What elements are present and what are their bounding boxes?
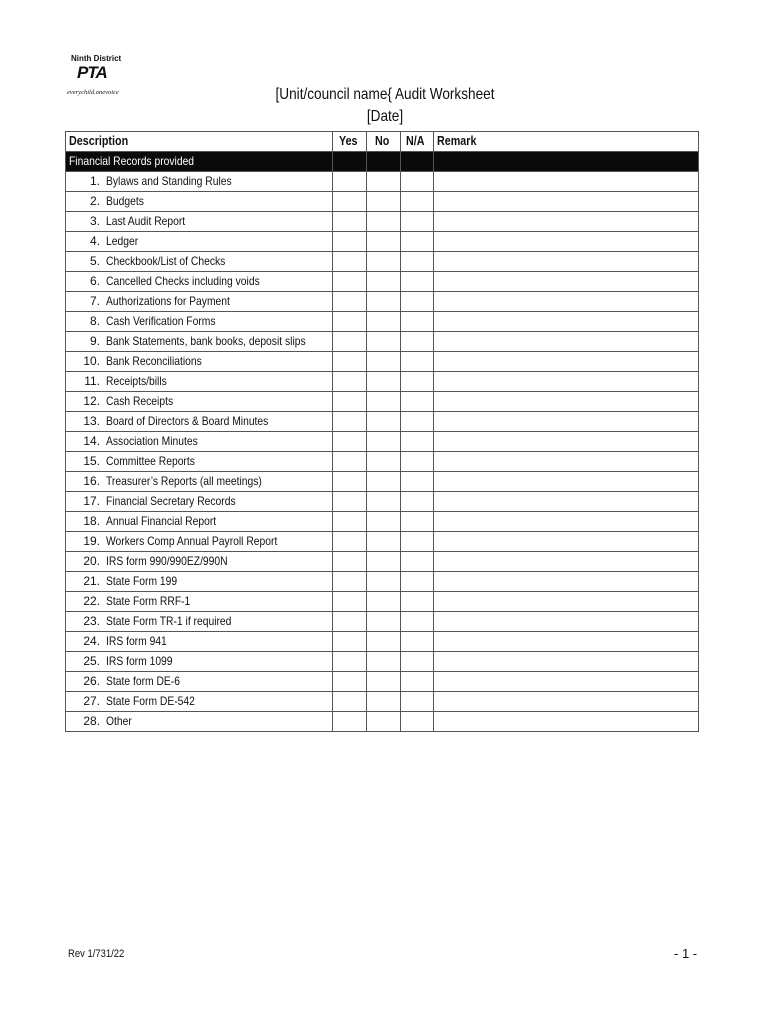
item-number: 17. (83, 494, 100, 508)
no-cell[interactable] (367, 472, 401, 492)
yes-cell[interactable] (333, 492, 367, 512)
na-cell[interactable] (401, 652, 434, 672)
item-number: 25. (83, 654, 100, 668)
na-cell[interactable] (401, 392, 434, 412)
item-description (66, 372, 333, 392)
table-row (66, 532, 699, 552)
item-label: Bank Reconciliations (106, 354, 202, 368)
yes-cell[interactable] (333, 512, 367, 532)
table-row (66, 212, 699, 232)
remark-cell[interactable] (434, 432, 699, 452)
na-cell[interactable] (401, 172, 434, 192)
yes-cell[interactable] (333, 452, 367, 472)
no-cell[interactable] (367, 492, 401, 512)
remark-cell[interactable] (434, 652, 699, 672)
remark-cell[interactable] (434, 372, 699, 392)
na-cell[interactable] (401, 512, 434, 532)
item-number: 15. (83, 454, 100, 468)
no-cell[interactable] (367, 672, 401, 692)
item-description (66, 432, 333, 452)
yes-cell[interactable] (333, 632, 367, 652)
remark-cell[interactable] (434, 412, 699, 432)
na-cell[interactable] (401, 572, 434, 592)
item-description (66, 492, 333, 512)
item-label: Receipts/bills (106, 374, 167, 388)
item-description (66, 672, 333, 692)
remark-cell[interactable] (434, 632, 699, 652)
audit-worksheet-table (65, 131, 699, 732)
remark-cell[interactable] (434, 212, 699, 232)
table-row (66, 472, 699, 492)
yes-cell[interactable] (333, 212, 367, 232)
table-row (66, 312, 699, 332)
logo-pta-mark: PTA (77, 63, 107, 82)
remark-cell[interactable] (434, 592, 699, 612)
table-row (66, 252, 699, 272)
table-row (66, 452, 699, 472)
item-number: 24. (83, 634, 100, 648)
item-label: Cancelled Checks including voids (106, 274, 260, 288)
na-cell[interactable] (401, 552, 434, 572)
item-label: Bylaws and Standing Rules (106, 174, 232, 188)
remark-cell[interactable] (434, 172, 699, 192)
logo-tagline: everychild.onevoice (67, 89, 119, 96)
na-cell[interactable] (401, 452, 434, 472)
no-cell[interactable] (367, 232, 401, 252)
item-description (66, 332, 333, 352)
na-cell[interactable] (401, 532, 434, 552)
item-label: Board of Directors & Board Minutes (106, 414, 269, 428)
yes-cell[interactable] (333, 252, 367, 272)
item-number: 9. (89, 334, 100, 348)
item-label: Financial Secretary Records (106, 494, 236, 508)
yes-cell[interactable] (333, 372, 367, 392)
worksheet-date: [Date] (366, 108, 404, 125)
na-cell[interactable] (401, 352, 434, 372)
item-label: IRS form 990/990EZ/990N (106, 554, 228, 568)
na-cell[interactable] (401, 712, 434, 732)
remark-cell[interactable] (434, 472, 699, 492)
item-number: 11. (84, 374, 100, 388)
item-description (66, 632, 333, 652)
no-cell[interactable] (367, 652, 401, 672)
item-number: 23. (83, 614, 100, 628)
no-cell[interactable] (367, 512, 401, 532)
yes-cell[interactable] (333, 612, 367, 632)
item-label: Annual Financial Report (106, 514, 217, 528)
no-cell[interactable] (367, 312, 401, 332)
table-row (66, 712, 699, 732)
item-description (66, 652, 333, 672)
table-row (66, 692, 699, 712)
yes-cell[interactable] (333, 172, 367, 192)
remark-cell[interactable] (434, 552, 699, 572)
item-label: Checkbook/List of Checks (106, 254, 226, 268)
yes-cell[interactable] (333, 192, 367, 212)
item-number: 3. (89, 214, 100, 228)
header-no: No (367, 132, 401, 152)
yes-cell[interactable] (333, 652, 367, 672)
item-label: State Form DE-542 (106, 694, 195, 708)
item-label: Committee Reports (106, 454, 195, 468)
na-cell[interactable] (401, 192, 434, 212)
item-number: 12. (83, 394, 100, 408)
table-row (66, 512, 699, 532)
item-label: Authorizations for Payment (106, 294, 230, 308)
no-cell[interactable] (367, 352, 401, 372)
item-number: 8. (89, 314, 100, 328)
item-description (66, 412, 333, 432)
item-description (66, 232, 333, 252)
yes-cell[interactable] (333, 532, 367, 552)
na-cell[interactable] (401, 212, 434, 232)
revision-note: Rev 1/731/22 (68, 948, 125, 960)
item-description (66, 392, 333, 412)
section-label: Financial Records provided (66, 152, 333, 172)
section-no-cell (367, 152, 401, 172)
item-number: 2. (89, 194, 100, 208)
yes-cell[interactable] (333, 712, 367, 732)
section-row (66, 152, 699, 172)
na-cell[interactable] (401, 312, 434, 332)
no-cell[interactable] (367, 292, 401, 312)
table-row (66, 272, 699, 292)
yes-cell[interactable] (333, 572, 367, 592)
item-number: 4. (89, 234, 100, 248)
item-label: Treasurer’s Reports (all meetings) (106, 474, 262, 488)
item-description (66, 212, 333, 232)
table-row (66, 392, 699, 412)
table-row (66, 292, 699, 312)
logo-district-text: Ninth District (71, 54, 122, 63)
no-cell[interactable] (367, 252, 401, 272)
item-number: 1. (89, 174, 100, 188)
item-label: State Form RRF-1 (106, 594, 191, 608)
table-row (66, 612, 699, 632)
item-label: Budgets (106, 194, 144, 208)
na-cell[interactable] (401, 492, 434, 512)
item-number: 27. (83, 694, 100, 708)
item-description (66, 692, 333, 712)
yes-cell[interactable] (333, 292, 367, 312)
remark-cell[interactable] (434, 312, 699, 332)
item-label: Ledger (106, 234, 139, 248)
item-description (66, 592, 333, 612)
no-cell[interactable] (367, 592, 401, 612)
table-row (66, 332, 699, 352)
item-label: Cash Verification Forms (106, 314, 216, 328)
table-row (66, 592, 699, 612)
item-description (66, 172, 333, 192)
item-description (66, 292, 333, 312)
remark-cell[interactable] (434, 712, 699, 732)
item-number: 28. (83, 714, 100, 728)
table-row (66, 352, 699, 372)
item-label: State Form TR-1 if required (106, 614, 232, 628)
table-row (66, 492, 699, 512)
worksheet-title: [Unit/council name{ Audit Worksheet (275, 86, 495, 103)
yes-cell[interactable] (333, 472, 367, 492)
item-number: 20. (83, 554, 100, 568)
page-number: - 1 - (674, 946, 698, 961)
na-cell[interactable] (401, 252, 434, 272)
table-row (66, 172, 699, 192)
table-row (66, 652, 699, 672)
item-description (66, 512, 333, 532)
item-number: 16. (83, 474, 100, 488)
item-label: Workers Comp Annual Payroll Report (106, 534, 278, 548)
no-cell[interactable] (367, 552, 401, 572)
item-description (66, 352, 333, 372)
na-cell[interactable] (401, 612, 434, 632)
remark-cell[interactable] (434, 352, 699, 372)
section-remark-cell (434, 152, 699, 172)
yes-cell[interactable] (333, 592, 367, 612)
na-cell[interactable] (401, 472, 434, 492)
no-cell[interactable] (367, 532, 401, 552)
item-label: Bank Statements, bank books, deposit slips (106, 334, 306, 348)
item-description (66, 272, 333, 292)
yes-cell[interactable] (333, 272, 367, 292)
no-cell[interactable] (367, 212, 401, 232)
header-remark: Remark (434, 132, 699, 152)
table-row (66, 552, 699, 572)
item-description (66, 452, 333, 472)
item-label: Cash Receipts (106, 394, 174, 408)
na-cell[interactable] (401, 592, 434, 612)
yes-cell[interactable] (333, 672, 367, 692)
header-row (66, 132, 699, 152)
remark-cell[interactable] (434, 192, 699, 212)
no-cell[interactable] (367, 192, 401, 212)
item-description (66, 552, 333, 572)
header-na: N/A (401, 132, 434, 152)
item-description (66, 472, 333, 492)
table-row (66, 632, 699, 652)
no-cell[interactable] (367, 412, 401, 432)
yes-cell[interactable] (333, 352, 367, 372)
table-row (66, 412, 699, 432)
yes-cell[interactable] (333, 412, 367, 432)
item-description (66, 312, 333, 332)
item-description (66, 252, 333, 272)
no-cell[interactable] (367, 172, 401, 192)
remark-cell[interactable] (434, 612, 699, 632)
item-description (66, 712, 333, 732)
yes-cell[interactable] (333, 552, 367, 572)
na-cell[interactable] (401, 292, 434, 312)
remark-cell[interactable] (434, 452, 699, 472)
remark-cell[interactable] (434, 272, 699, 292)
item-number: 26. (83, 674, 100, 688)
remark-cell[interactable] (434, 532, 699, 552)
item-label: Association Minutes (106, 434, 198, 448)
remark-cell[interactable] (434, 252, 699, 272)
remark-cell[interactable] (434, 672, 699, 692)
item-label: Last Audit Report (106, 214, 186, 228)
table-row (66, 232, 699, 252)
remark-cell[interactable] (434, 292, 699, 312)
item-label: State Form 199 (106, 574, 178, 588)
remark-cell[interactable] (434, 392, 699, 412)
item-number: 21. (83, 574, 100, 588)
item-label: IRS form 941 (106, 634, 167, 648)
item-label: Other (106, 714, 132, 728)
na-cell[interactable] (401, 332, 434, 352)
no-cell[interactable] (367, 452, 401, 472)
remark-cell[interactable] (434, 332, 699, 352)
item-number: 5. (89, 254, 100, 268)
no-cell[interactable] (367, 332, 401, 352)
item-number: 10. (83, 354, 100, 368)
item-description (66, 532, 333, 552)
table-row (66, 192, 699, 212)
no-cell[interactable] (367, 432, 401, 452)
na-cell[interactable] (401, 412, 434, 432)
yes-cell[interactable] (333, 232, 367, 252)
item-label: IRS form 1099 (106, 654, 173, 668)
remark-cell[interactable] (434, 692, 699, 712)
yes-cell[interactable] (333, 332, 367, 352)
item-description (66, 572, 333, 592)
item-number: 14. (83, 434, 100, 448)
yes-cell[interactable] (333, 312, 367, 332)
table-row (66, 432, 699, 452)
remark-cell[interactable] (434, 232, 699, 252)
no-cell[interactable] (367, 572, 401, 592)
section-na-cell (401, 152, 434, 172)
section-yes-cell (333, 152, 367, 172)
remark-cell[interactable] (434, 512, 699, 532)
yes-cell[interactable] (333, 692, 367, 712)
yes-cell[interactable] (333, 392, 367, 412)
table-row (66, 672, 699, 692)
header-description: Description (66, 132, 333, 152)
no-cell[interactable] (367, 612, 401, 632)
no-cell[interactable] (367, 632, 401, 652)
no-cell[interactable] (367, 392, 401, 412)
item-number: 13. (83, 414, 100, 428)
item-label: State form DE-6 (106, 674, 180, 688)
na-cell[interactable] (401, 632, 434, 652)
item-description (66, 612, 333, 632)
na-cell[interactable] (401, 372, 434, 392)
item-number: 6. (89, 274, 100, 288)
no-cell[interactable] (367, 272, 401, 292)
header-yes: Yes (333, 132, 367, 152)
yes-cell[interactable] (333, 432, 367, 452)
item-description (66, 192, 333, 212)
na-cell[interactable] (401, 672, 434, 692)
table-row (66, 572, 699, 592)
item-number: 22. (83, 594, 100, 608)
na-cell[interactable] (401, 432, 434, 452)
no-cell[interactable] (367, 372, 401, 392)
remark-cell[interactable] (434, 572, 699, 592)
table-row (66, 372, 699, 392)
no-cell[interactable] (367, 712, 401, 732)
item-number: 7. (89, 294, 100, 308)
no-cell[interactable] (367, 692, 401, 712)
remark-cell[interactable] (434, 492, 699, 512)
item-number: 19. (83, 534, 100, 548)
na-cell[interactable] (401, 232, 434, 252)
na-cell[interactable] (401, 272, 434, 292)
na-cell[interactable] (401, 692, 434, 712)
item-number: 18. (83, 514, 100, 528)
